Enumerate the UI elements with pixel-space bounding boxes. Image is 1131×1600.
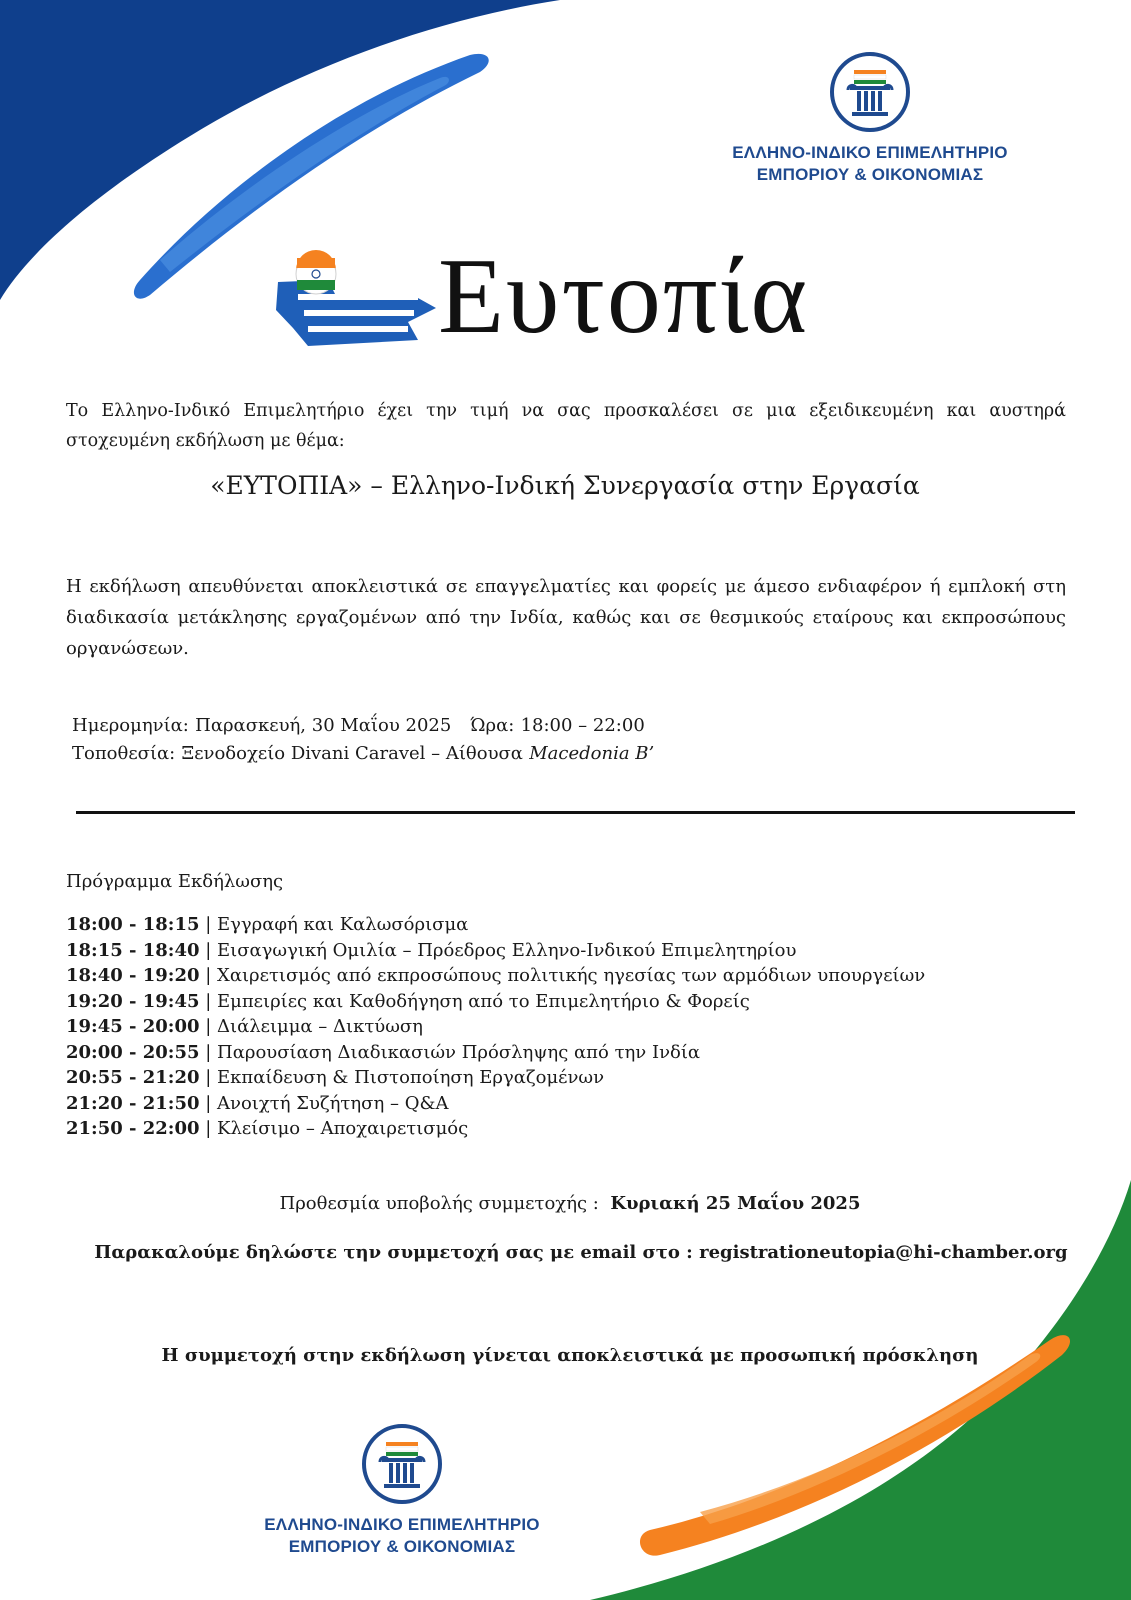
deadline-line (120, 1190, 1020, 1218)
column-icon (830, 52, 910, 132)
program-item-time: 18:00 - 18:15 (66, 914, 200, 935)
program-item-label: Χαιρετισμός από εκπροσώπους πολιτικής ηγεσίας των αρμόδιων υπουργείων (217, 965, 926, 986)
program-item-time: 20:55 - 21:20 (66, 1067, 200, 1088)
program-item-label: Διάλειμμα – Δικτύωση (217, 1016, 423, 1037)
org-name-line2: ΕΜΠΟΡΙΟΥ & ΟΙΚΟΝΟΜΙΑΣ (756, 165, 984, 184)
location-line (72, 740, 972, 768)
time-label: Ώρα: (470, 715, 515, 736)
invitation-note: Η συμμετοχή στην εκδήλωση γίνεται αποκλειστικά με προσωπική πρόσκληση (161, 1345, 979, 1366)
program-item-time: 19:20 - 19:45 (66, 990, 200, 1012)
location-label: Τοποθεσία: (72, 743, 176, 764)
date-label: Ημερομηνία: (72, 715, 189, 736)
location-value: Ξενοδοχείο Divani Caravel – Αίθουσα (181, 743, 523, 764)
registration-line: Παρακαλούμε δηλώστε την συμμετοχή σας με email στο : registrationeutopia@hi-chamber.org (94, 1242, 1068, 1263)
audience-paragraph: Η εκδήλωση απευθύνεται αποκλειστικά σε επαγγελματίες και φορείς με άμεσο ενδιαφέρον ή εμπλοκή στη διαδικασία μετάκλησης εργαζομένων από την Ινδία, καθώς και σε θεσμικούς εταίρους και εκπροσώπους οργανώσεων. (66, 576, 1066, 659)
date-time-line (72, 712, 972, 740)
brand-title (268, 232, 888, 362)
program-item: 19:20 - 19:45 | Εμπειρίες και Καθοδήγηση από το Επιμελητήριο & Φορείς (66, 990, 750, 1012)
program-item-label: Ανοιχτή Συζήτηση – Q&A (217, 1092, 449, 1114)
program-item-label: Εισαγωγική Ομιλία – Πρόεδρος Ελληνο-Ινδικού Επιμελητηρίου (217, 939, 797, 961)
org-logo-bottom (232, 1424, 572, 1558)
org-name-line1: ΕΛΛΗΝΟ-ΙΝΔΙΚΟ ΕΠΙΜΕΛΗΤΗΡΙΟ (264, 1515, 540, 1534)
column-icon (362, 1424, 442, 1504)
program-item-label: Εκπαίδευση & Πιστοποίηση Εργαζομένων (217, 1067, 605, 1088)
date-value: Παρασκευή, 30 Μαΐου 2025 (195, 715, 452, 736)
intro-paragraph: Το Ελληνο-Ινδικό Επιμελητήριο έχει την τιμή να σας προσκαλέσει σε μια εξειδικευμένη και αυστηρά στοχευμένη εκδήλωση με θέμα: (66, 401, 1066, 451)
program-item: 18:00 - 18:15 | Εγγραφή και Καλωσόρισμα (66, 914, 469, 935)
program-item-label: Εγγραφή και Καλωσόρισμα (217, 914, 469, 935)
org-name-line2: ΕΜΠΟΡΙΟΥ & ΟΙΚΟΝΟΜΙΑΣ (288, 1537, 516, 1556)
program-list (66, 912, 1086, 1142)
program-item-label: Κλείσιμο – Αποχαιρετισμός (217, 1118, 469, 1139)
program-item: 21:20 - 21:50 | Ανοιχτή Συζήτηση – Q&A (66, 1092, 449, 1114)
program-item-time: 19:45 - 20:00 (66, 1016, 200, 1037)
deadline-value: Κυριακή 25 Μαΐου 2025 (610, 1193, 861, 1214)
flags-emblem-icon (268, 250, 438, 360)
program-item: 18:40 - 19:20 | Χαιρετισμός από εκπροσώπους πολιτικής ηγεσίας των αρμόδιων υπουργείων (66, 965, 926, 986)
program-item: 20:00 - 20:55 | Παρουσίαση Διαδικασιών Πρόσληψης από την Ινδία (66, 1041, 701, 1063)
divider (76, 811, 1075, 814)
location-room: Macedonia B’ (529, 743, 655, 764)
event-headline: «ΕΥΤΟΠΙΑ» – Ελληνο-Ινδική Συνεργασία στην Εργασία (210, 471, 920, 500)
program-item-time: 18:15 - 18:40 (66, 939, 200, 961)
program-item-time: 18:40 - 19:20 (66, 965, 200, 986)
program-item: 21:50 - 22:00 | Κλείσιμο – Αποχαιρετισμός (66, 1118, 469, 1139)
org-name-line1: ΕΛΛΗΝΟ-ΙΝΔΙΚΟ ΕΠΙΜΕΛΗΤΗΡΙΟ (732, 143, 1008, 162)
program-item-time: 21:50 - 22:00 (66, 1118, 200, 1139)
org-logo-top (700, 52, 1040, 186)
event-details (72, 712, 972, 768)
program-item-time: 20:00 - 20:55 (66, 1041, 200, 1063)
program-item-time: 21:20 - 21:50 (66, 1092, 200, 1114)
brand-word: Ευτοπία (438, 237, 810, 356)
time-value: 18:00 – 22:00 (520, 715, 645, 736)
program-item-label: Εμπειρίες και Καθοδήγηση από το Επιμελητήριο & Φορείς (217, 990, 750, 1012)
program-item: 19:45 - 20:00 | Διάλειμμα – Δικτύωση (66, 1016, 423, 1037)
program-item: 18:15 - 18:40 | Εισαγωγική Ομιλία – Πρόεδρος Ελληνο-Ινδικού Επιμελητηρίου (66, 939, 797, 961)
program-item: 20:55 - 21:20 | Εκπαίδευση & Πιστοποίηση Εργαζομένων (66, 1067, 605, 1088)
deadline-label: Προθεσμία υποβολής συμμετοχής : (279, 1193, 599, 1214)
program-title: Πρόγραμμα Εκδήλωσης (66, 871, 284, 892)
program-item-label: Παρουσίαση Διαδικασιών Πρόσληψης από την Ινδία (217, 1041, 701, 1063)
